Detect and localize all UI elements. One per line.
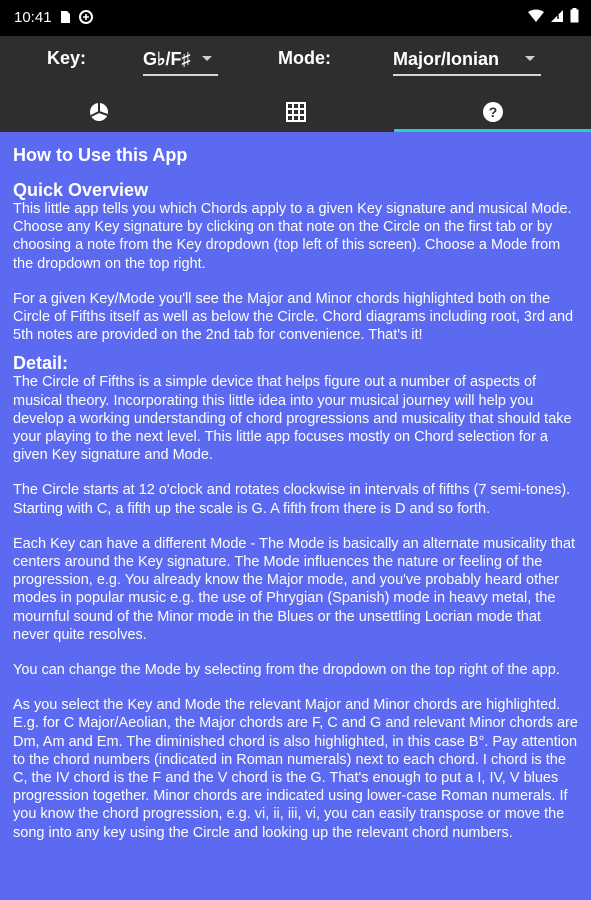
quick-overview-paragraph-2: For a given Key/Mode you'll see the Major and Minor chords highlighted both on the Circle of Fifths itself as well as below the Circle. Chord diagrams including root, 3rd and 5th notes are provided on the 2nd tab for convenience. That's it!: [13, 290, 574, 344]
toolbar: [0, 36, 591, 132]
quick-overview-paragraph-1: This little app tells you which Chords apply to a given Key signature and musical Mode. Choose any Key signature by clicking on that note on the Circle on the first tab or by choosing a note from the Key dropdown (top left of this screen). Choose a Mode from the dropdown on the top right.: [13, 201, 572, 272]
detail-paragraph-1: The Circle of Fifths is a simple device that helps figure out a number of aspects of musical theory. Incorporating this little idea into your musical journey will help you develop a working understanding of chord progressions and musicality that should take your playing to the next level. This little app focuses mostly on Chord selection for a given Key signature and Mode.: [13, 374, 572, 464]
sim-card-icon: [57, 9, 73, 25]
detail-heading: Detail:: [13, 353, 69, 374]
mode-dropdown-value: Major/Ionian: [393, 48, 500, 69]
status-bar: [0, 0, 591, 36]
page-title: How to Use this App: [13, 145, 188, 165]
wifi-icon: [528, 9, 544, 23]
help-content: [0, 132, 591, 900]
status-time: 10:41: [14, 9, 52, 26]
pie-chart-icon: [89, 102, 109, 122]
tab-chords[interactable]: [197, 92, 394, 132]
mode-dropdown[interactable]: [393, 44, 541, 76]
tab-bar: [0, 92, 591, 132]
key-dropdown[interactable]: [143, 44, 218, 76]
grid-icon: [286, 102, 306, 122]
key-label: Key:: [47, 48, 87, 68]
svg-text:?: ?: [488, 104, 497, 120]
chevron-down-icon: [202, 56, 212, 61]
detail-paragraph-4: You can change the Mode by selecting from the dropdown on the top right of the app.: [13, 662, 560, 679]
key-dropdown-value: G♭/F♯: [143, 48, 191, 69]
detail-paragraph-5: As you select the Key and Mode the relevant Major and Minor chords are highlighted. E.g. for C Major/Aeolian, the Major chords are F, C and G and relevant Minor chords are Dm, Am and Em. The diminished chord is also highlighted, in this case B°. Pay attention to the chord numbers (indicated in Roman numerals) next to each chord. I chord is the C, the IV chord is the F and the V chord is the G. That's enough to put a I, IV, V blues progression together. Minor chords are indicated using lower-case Roman numerals. If you know the chord progression, e.g. vi, ii, iii, vi, you can easily transpose or move the song into any key using the Circle and looking up the relevant chord numbers.: [13, 697, 578, 841]
detail-paragraph-2: The Circle starts at 12 o'clock and rotates clockwise in intervals of fifths (7 semi-tones). Starting with C, a fifth up the scale is G. A fifth from there is D and so forth.: [13, 482, 571, 517]
tab-circle[interactable]: [0, 92, 197, 132]
help-icon: [482, 101, 504, 123]
status-indicators: [528, 8, 579, 23]
detail-paragraph-3: Each Key can have a different Mode - The Mode is basically an alternate musicality that centers around the Key signature. The Mode influences the nature or feeling of the progression, e.g. You already know the Major mode, and you've probably heard other modes in popular music e.g. the use of Phrygian (Spanish) mode in heavy metal, the mournful sound of the Minor mode in the Blues or the unsettling Locrian mode that never quite resolves.: [13, 535, 576, 643]
tab-help[interactable]: [394, 92, 591, 132]
battery-icon: [570, 8, 579, 23]
mode-label: Mode:: [278, 48, 331, 68]
chevron-down-icon: [525, 56, 535, 61]
quick-overview-heading: Quick Overview: [13, 180, 149, 200]
signal-icon: [550, 9, 564, 23]
data-saver-icon: [78, 9, 94, 25]
